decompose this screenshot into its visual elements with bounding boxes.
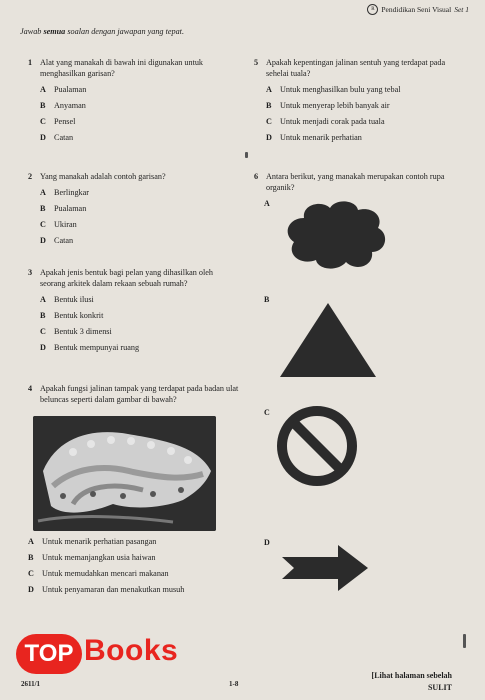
topbooks-watermark: [16, 632, 190, 678]
paper-code: 2611/1: [21, 680, 41, 688]
topbooks-logo: TOP: [16, 634, 82, 674]
prohibition-sign-icon[interactable]: [276, 405, 358, 487]
option-b-label[interactable]: B: [264, 295, 270, 304]
sulit-label: SULIT: [427, 683, 452, 692]
option-d[interactable]: D Untuk penyamaran dan menakutkan musuh: [28, 585, 185, 594]
option-a[interactable]: A Untuk menarik perhatian pasangan: [28, 537, 157, 546]
question-6: 6 Antara berikut, yang manakah merupakan contoh rupa organik?: [254, 172, 459, 193]
option-a[interactable]: A Pualaman: [40, 84, 87, 94]
option-b[interactable]: B Pualaman: [40, 204, 87, 213]
option-b[interactable]: B Untuk memanjangkan usia haiwan: [28, 553, 156, 562]
question-3: 3 Apakah jenis bentuk bagi pelan yang dihasilkan oleh seorang arkitek dalam rekaan sebuah rumah? A Bentuk ilusi B Bentuk konkrit C Bentuk 3 dimensi D Bentuk mempunyai ruang: [28, 268, 238, 353]
next-page-note: [Lihat halaman sebelah: [371, 671, 452, 680]
option-d[interactable]: D Bentuk mempunyai ruang: [40, 342, 140, 352]
caterpillar-image: [33, 416, 216, 531]
cloud-shape-icon[interactable]: [284, 200, 388, 272]
option-d[interactable]: D Catan: [40, 132, 74, 142]
option-a[interactable]: A Untuk menghasilkan bulu yang tebal: [266, 84, 401, 94]
option-c[interactable]: C Untuk memudahkan mencari makanan: [28, 569, 169, 578]
option-c[interactable]: C Ukiran: [40, 220, 77, 229]
topbooks-text: Books: [84, 634, 179, 667]
question-4-options: [28, 537, 240, 596]
question-5: 5 Apakah kepentingan jalinan sentuh yang terdapat pada sehelai tuala? A Untuk menghasilkan bulu yang tebal B Untuk menyerap lebih banyak air C Untuk menjadi corak pada tuala D Untuk menarik perhatian: [254, 58, 459, 143]
circle-r-logo-icon: R: [367, 4, 378, 15]
page-header: [367, 4, 469, 15]
question-stem: Antara berikut, yang manakah merupakan contoh rupa organik?: [266, 172, 445, 192]
triangle-shape-icon[interactable]: [280, 303, 376, 377]
instruction: Jawab semua soalan dengan jawapan yang tepat.: [20, 27, 184, 36]
question-stem: Alat yang manakah di bawah ini digunakan untuk menghasilkan garisan?: [40, 58, 204, 78]
option-a[interactable]: A Bentuk ilusi: [40, 294, 94, 304]
question-stem: Apakah jenis bentuk bagi pelan yang dihasilkan oleh seorang arkitek dalam rekaan sebuah rumah?: [40, 268, 214, 288]
question-stem: Apakah kepentingan jalinan sentuh yang terdapat pada sehelai tuala?: [266, 58, 446, 78]
question-1: 1 Alat yang manakah di bawah ini digunakan untuk menghasilkan garisan? A Pualaman B Anyaman C Pensel D Catan: [28, 58, 238, 143]
option-b[interactable]: B Bentuk konkrit: [40, 310, 104, 320]
question-4: 4 Apakah fungsi jalinan tampak yang terdapat pada badan ulat beluncas seperti dalam gambar di bawah?: [28, 384, 239, 404]
option-c[interactable]: C Untuk menjadi corak pada tuala: [266, 116, 385, 126]
option-c-label[interactable]: C: [264, 408, 270, 417]
option-d[interactable]: D Untuk menarik perhatian: [266, 132, 362, 142]
subject-title: Pendidikan Seni Visual: [381, 5, 452, 14]
page-number: 1-8: [229, 680, 239, 688]
option-b[interactable]: B Anyaman: [40, 100, 86, 110]
question-stem: Yang manakah adalah contoh garisan?: [40, 172, 166, 181]
arrow-shape-icon[interactable]: [282, 545, 368, 591]
set-label: Set 1: [454, 5, 469, 14]
option-a[interactable]: A Berlingkar: [40, 188, 90, 197]
option-d[interactable]: D Catan: [40, 236, 74, 245]
ink-mark: [245, 152, 248, 158]
caterpillar-photo: [33, 416, 216, 531]
ink-mark: [463, 634, 466, 648]
question-2: 2 Yang manakah adalah contoh garisan? A Berlingkar B Pualaman C Ukiran D Catan: [28, 172, 238, 247]
option-d-label[interactable]: D: [264, 538, 270, 547]
question-stem: Apakah fungsi jalinan tampak yang terdapat pada badan ulat beluncas seperti dalam gambar di bawah?: [40, 384, 239, 404]
option-c[interactable]: C Pensel: [40, 116, 76, 126]
option-b[interactable]: B Untuk menyerap lebih banyak air: [266, 100, 390, 110]
option-c[interactable]: C Bentuk 3 dimensi: [40, 326, 112, 336]
option-a-label[interactable]: A: [264, 199, 270, 208]
